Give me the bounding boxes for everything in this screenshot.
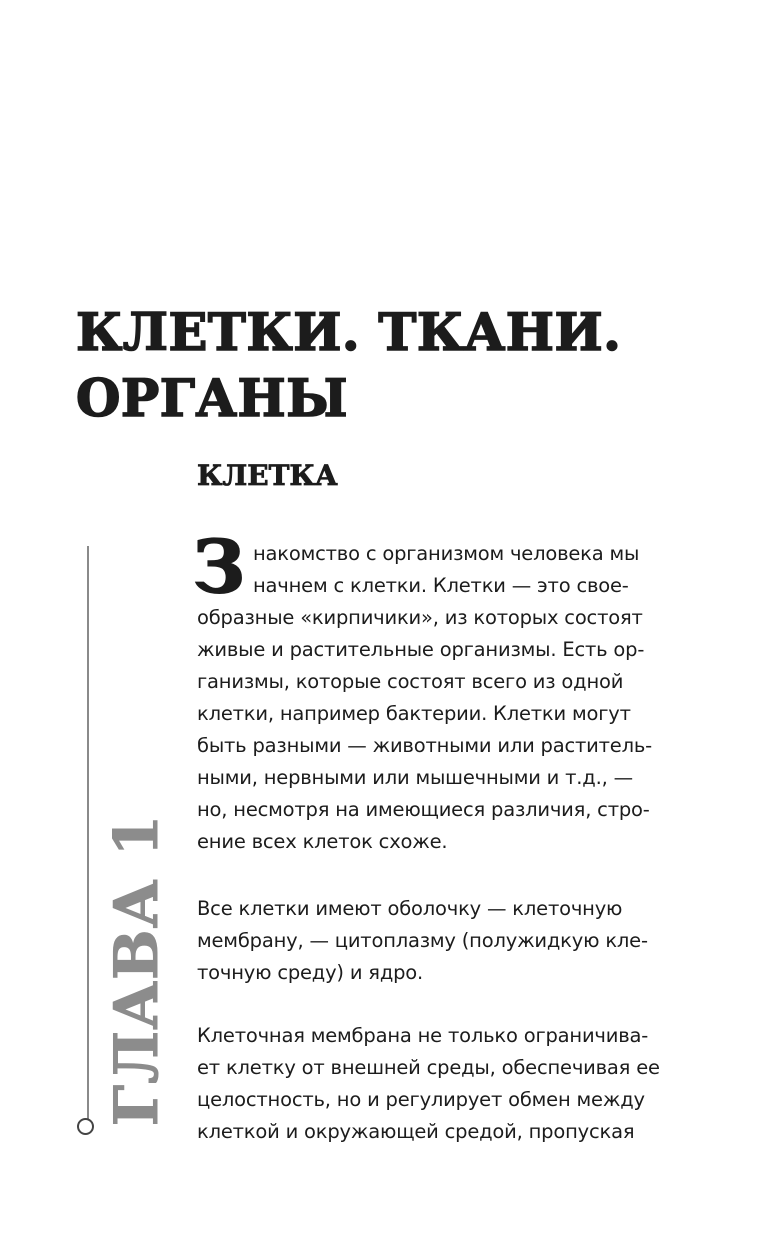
paragraph	[197, 538, 667, 858]
text-line: образные «кирпичики», из которых состоят	[197, 606, 643, 629]
chapter-label: ГЛАВА 1	[102, 813, 172, 1127]
drop-cap: З	[193, 524, 245, 609]
text-line: ет клетку от внешней среды, обеспечивая ее	[197, 1056, 660, 1079]
chapter-title-line: КЛЕТКИ. ТКАНИ.	[76, 303, 622, 363]
text-line: живые и растительные организмы. Есть ор-	[197, 638, 645, 661]
text-line: начнем с клетки. Клетки — это свое-	[253, 574, 629, 597]
side-rule	[87, 546, 89, 1120]
text-line: быть разными — животными или раститель-	[197, 734, 652, 757]
text-line: ение всех клеток схоже.	[197, 830, 448, 853]
section-title: КЛЕТКА	[197, 459, 338, 492]
text-line: мембрану, — цитоплазму (полужидкую кле-	[197, 929, 648, 952]
text-line: целостность, но и регулирует обмен между	[197, 1088, 645, 1111]
text-line: ными, нервными или мышечными и т.д., —	[197, 766, 633, 789]
paragraph	[197, 1020, 667, 1148]
text-line: клеткой и окружающей средой, пропуская	[197, 1120, 635, 1143]
text-line: клетки, например бактерии. Клетки могут	[197, 702, 631, 725]
text-line: накомство с организмом человека мы	[253, 542, 640, 565]
text-line: точную среду) и ядро.	[197, 961, 424, 984]
side-rule-circle	[77, 1118, 94, 1135]
paragraph	[197, 893, 667, 989]
chapter-title-line: ОРГАНЫ	[76, 369, 348, 429]
text-line: но, несмотря на имеющиеся различия, стро-	[197, 798, 650, 821]
text-line: Все клетки имеют оболочку — клеточную	[197, 897, 623, 920]
text-line: Клеточная мембрана не только ограничива-	[197, 1024, 649, 1047]
chapter-title	[76, 300, 736, 432]
text-line: ганизмы, которые состоят всего из одной	[197, 670, 624, 693]
